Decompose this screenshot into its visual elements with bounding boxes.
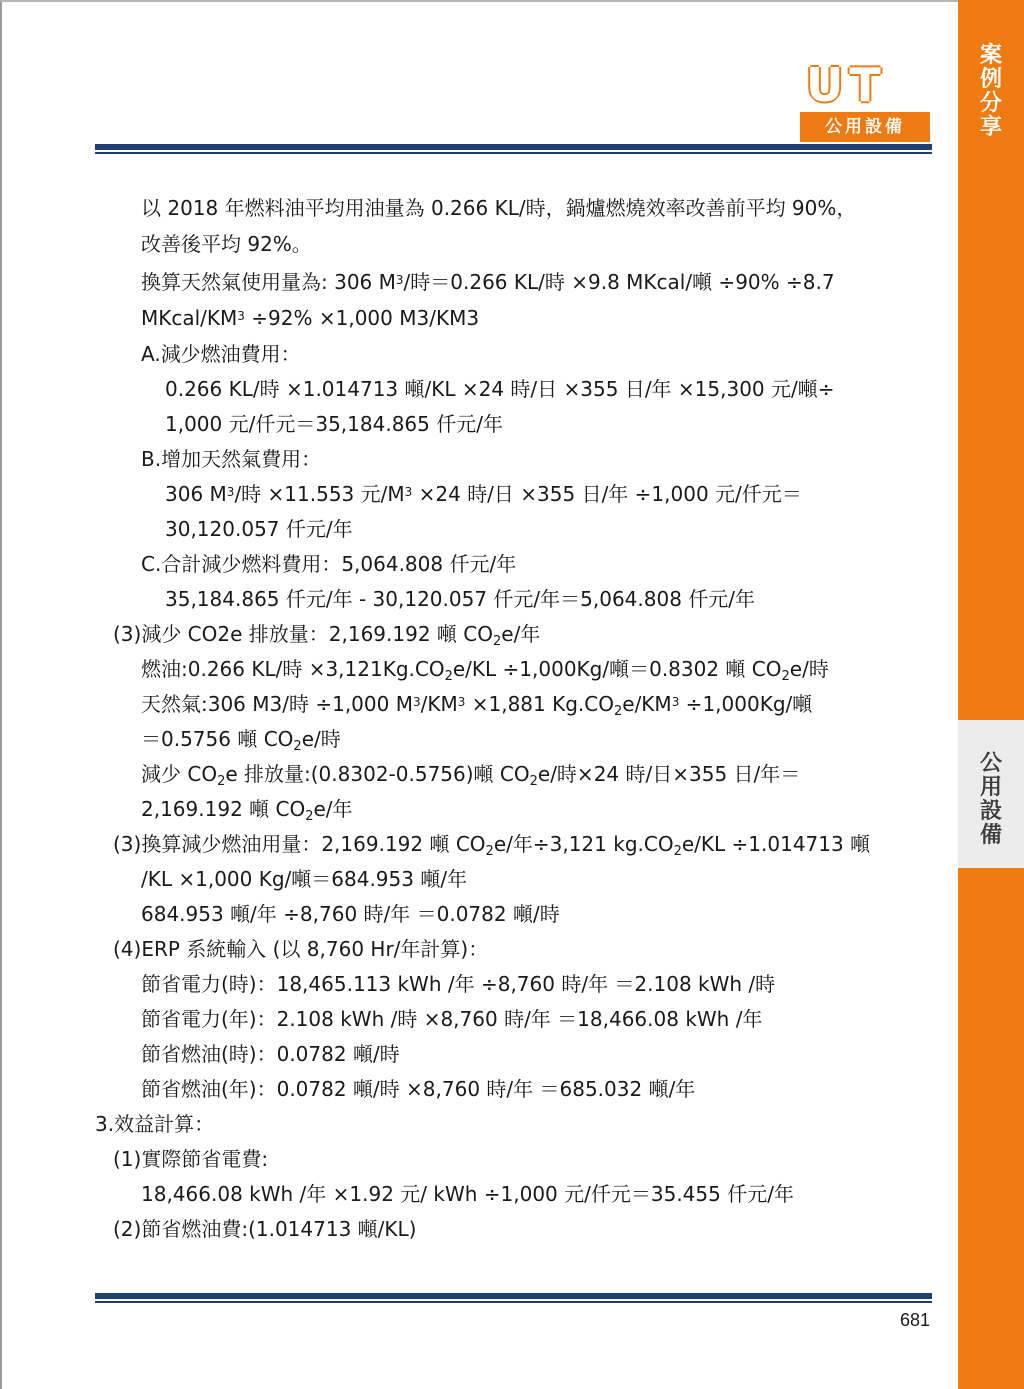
section-banner: 公用設備 [800, 112, 930, 142]
section-heading: (4)ERP 系統輸入 (以 8,760 Hr/年計算)： [113, 937, 489, 961]
page-frame-left [0, 0, 2, 1389]
formula-line: 18,466.08 kWh /年 ×1.92 元/ kWh ÷1,000 元/仟元＝35.455 仟元/年 [141, 1182, 794, 1206]
formula-line: 0.266 KL/時 ×1.014713 噸/KL ×24 時/日 ×355 日/年 ×15,300 元/噸÷ [165, 377, 835, 401]
side-tab-char: 用 [979, 775, 1002, 800]
formula-line: 燃油:0.266 KL/時 $\times 3,121Kg.CO_2e/KL \div 1,000Kg/$噸＝0.8302 噸 $CO_2e/$時 [141, 657, 829, 684]
item-heading: (2)節省燃油費:(1.014713 噸/KL) [113, 1217, 417, 1241]
formula-line: 2,169.192 噸 $CO_2e/$年 [141, 797, 353, 824]
formula-line: 節省電力(時)：18,465.113 kWh /年 ÷8,760 時/年 ＝2.108 kWh /時 [141, 972, 776, 996]
side-tab-char: 案 [979, 43, 1002, 68]
item-heading: (1)實際節省電費: [113, 1147, 269, 1171]
side-tab-char: 公 [979, 751, 1002, 776]
formula-line: 減少 $CO_2e$ 排放量:(0.8302-0.5756)噸 $CO_2e/$時×24 時/日×355 日/年＝ [141, 762, 801, 789]
item-heading: B.增加天然氣費用： [141, 447, 322, 471]
formula-line: 天然氣:306 M3/時 ÷1,000 $M^3/KM^3 \times 1,881$ $Kg.CO_2e/KM^3 \div 1,000Kg/$噸 [141, 692, 813, 719]
formula-line: ＝0.5756 噸 $CO_2e/$時 [141, 727, 341, 754]
paragraph-line: 以 2018 年燃料油平均用油量為 0.266 KL/時，鍋爐燃燒效率改善前平均 90%， [141, 196, 857, 220]
formula-line: 684.953 噸/年 ÷8,760 時/年 ＝0.0782 噸/時 [141, 902, 560, 926]
side-tab-char: 例 [979, 67, 1002, 92]
side-tab-char: 備 [979, 823, 1002, 848]
logo-letters: UT [806, 58, 887, 112]
page-frame-top [0, 0, 958, 2]
ut-logo [800, 58, 930, 142]
formula-line: 1,000 元/仟元＝35,184.865 仟元/年 [165, 412, 503, 436]
item-heading: C.合計減少燃料費用：5,064.808 仟元/年 [141, 552, 517, 576]
side-tab-utilities[interactable] [958, 720, 1024, 868]
formula-line: 35,184.865 仟元/年 - 30,120.057 仟元/年＝5,064.808 仟元/年 [165, 587, 756, 611]
paragraph-line: 改善後平均 92%。 [141, 232, 312, 256]
side-strip-lower [958, 868, 1024, 1389]
side-tab-char: 設 [979, 799, 1002, 824]
side-tab-case-sharing[interactable] [958, 0, 1024, 158]
section-heading: 3.效益計算： [95, 1112, 215, 1136]
formula-line: /KL ×1,000 Kg/噸＝684.953 噸/年 [141, 867, 468, 891]
formula-line: 306 $M^3/$時 ×11.553 元$/M^3 \times 24$ 時/日 ×355 日/年 ÷1,000 元/仟元＝ [165, 482, 802, 506]
side-tab-char: 分 [979, 91, 1002, 116]
page-number: 681 [899, 1310, 930, 1330]
formula-line: 節省電力(年)：2.108 kWh /時 ×8,760 時/年 ＝18,466.08 kWh /年 [141, 1007, 763, 1031]
section-heading: (3)減少 CO2e 排放量：2,169.192 噸 $CO_2e/$年 [113, 622, 541, 649]
item-heading: A.減少燃油費用： [141, 342, 301, 366]
formula-line: 30,120.057 仟元/年 [165, 517, 353, 541]
formula-line: 節省燃油(年)：0.0782 噸/時 ×8,760 時/年 ＝685.032 噸/年 [141, 1077, 696, 1101]
header-rule [95, 144, 932, 154]
section-heading: (3)換算減少燃油用量：2,169.192 噸 $CO_2e/$年÷3,121 $kg.CO_2e/KL \div 1.014713$ 噸 [113, 832, 871, 859]
formula-line: MKcal/$KM^3 \div 92\% \times 1,000$ M3/KM3 [141, 306, 480, 330]
formula-line: 節省燃油(時)：0.0782 噸/時 [141, 1042, 400, 1066]
side-tab-char: 享 [979, 115, 1002, 140]
side-strip-upper [958, 158, 1024, 720]
formula-line: 換算天然氣使用量為: 306 $M^3/$時＝0.266 KL/時 ×9.8 MKcal/噸 ÷90% ÷8.7 [141, 270, 835, 294]
footer-rule [95, 1293, 932, 1303]
